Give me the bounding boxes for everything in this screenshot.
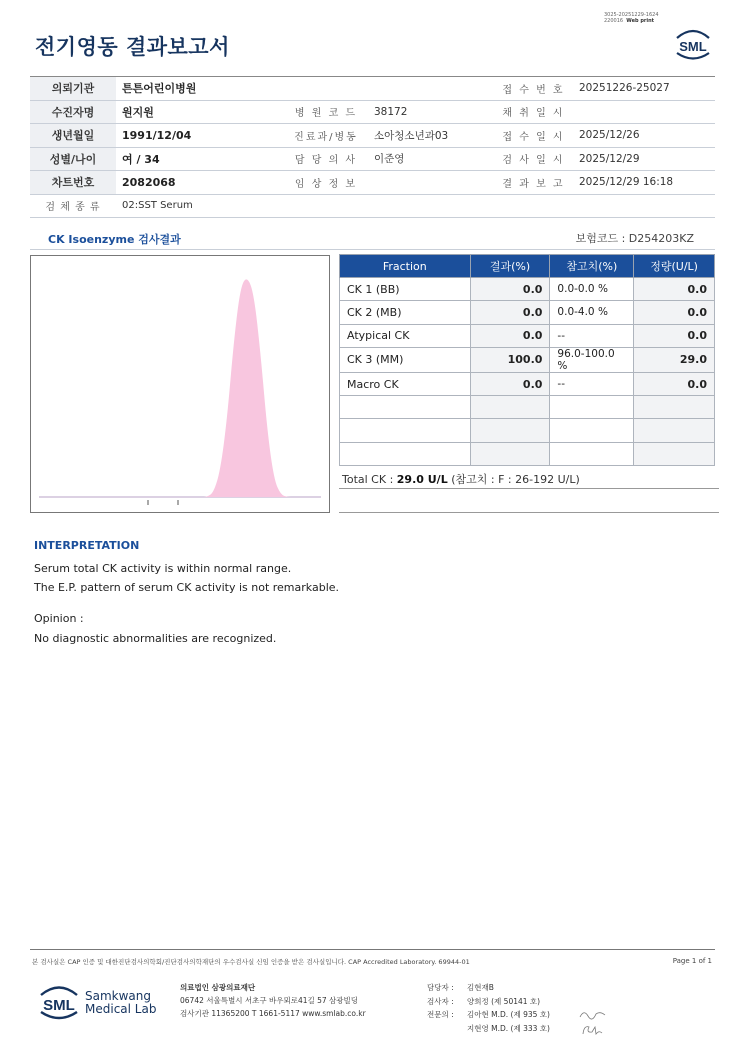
staff-role: 담당자 : [427,983,454,992]
info-value [368,171,494,195]
staff-role: 검사자 : [427,996,454,1006]
info-label: 진료과/병동 [284,124,368,148]
total-ck-reference: (참고치 : F : 26-192 U/L) [447,473,580,486]
total-ck-value: 29.0 U/L [396,473,448,486]
info-label: 병 원 코 드 [284,100,368,124]
info-value: 38172 [368,100,494,124]
fraction-cell [340,419,471,442]
reference-cell: -- [550,324,634,347]
reference-cell [550,442,634,465]
report-code [604,12,659,24]
fraction-cell [340,396,471,419]
opinion-heading: Opinion : [34,612,84,625]
info-value: 2025/12/26 [573,124,715,148]
info-label: 차트번호 [30,171,116,195]
footer-brand [85,990,156,1016]
electrophoresis-graph [30,255,330,513]
info-value: 2082068 [116,171,284,195]
info-value [368,77,494,101]
signature-1 [578,1007,608,1021]
info-value: 1991/12/04 [116,124,284,148]
info-label: 생년월일 [30,124,116,148]
results-row [340,301,715,324]
info-label: 결 과 보 고 [494,171,573,195]
info-label: 검 사 일 시 [494,147,573,171]
results-row [340,419,715,442]
results-row [340,324,715,347]
staff-name: 지현영 M.D. (제 333 호) [467,1023,550,1033]
patient-info-row [30,171,715,195]
patient-info-row [30,77,715,101]
interpretation-line: Serum total CK activity is within normal range. [34,562,292,575]
info-value: 2025/12/29 [573,147,715,171]
quantity-cell: 0.0 [634,301,715,324]
fraction-cell: CK 1 (BB) [340,278,471,301]
reference-cell: -- [550,372,634,395]
total-ck-prefix: Total CK : [342,473,397,486]
results-bottom-divider [339,512,719,513]
electrophoresis-svg [31,256,329,512]
footer-divider [30,949,715,950]
patient-info-row [30,100,715,124]
quantity-cell [634,396,715,419]
interpretation-line: The E.P. pattern of serum CK activity is not remarkable. [34,581,340,594]
results-header: 정량(U/L) [634,255,715,278]
quantity-cell [634,442,715,465]
web-print-label: Web print [626,18,655,24]
report-code-line1: 3025-20251229-1624 [604,12,659,18]
staff-name: 양희정 (제 50141 호) [467,996,541,1006]
reference-cell: 0.0-4.0 % [550,301,634,324]
sml-logo [671,26,715,62]
staff-name: 김현재B [467,983,494,992]
results-row [340,442,715,465]
page-number: Page 1 of 1 [672,957,712,965]
staff-list [427,981,550,1035]
info-label: 의뢰기관 [30,77,116,101]
quantity-cell: 29.0 [634,347,715,372]
results-header: Fraction [340,255,471,278]
reference-cell: 96.0-100.0 % [550,347,634,372]
results-row [340,278,715,301]
result-cell: 0.0 [470,301,550,324]
organization-address: 06742 서울특별시 서초구 바우뫼로41길 57 삼광빌딩 [180,996,359,1005]
quantity-cell [634,419,715,442]
info-label [284,77,368,101]
results-row [340,396,715,419]
total-ck [342,471,580,487]
sml-footer-logo-text: SML [43,997,75,1014]
fraction-cell [340,442,471,465]
results-header: 결과(%) [470,255,550,278]
result-cell [470,396,550,419]
reference-cell: 0.0-0.0 % [550,278,634,301]
organization-info [180,981,366,1020]
info-label: 성별/나이 [30,147,116,171]
patient-info-table [30,76,715,218]
result-cell: 0.0 [470,278,550,301]
result-cell [470,419,550,442]
organization-contact: 검사기관 11365200 T 1661-5117 www.smlab.co.kr [180,1009,366,1018]
info-label: 접 수 번 호 [494,77,573,101]
patient-info-row [30,147,715,171]
info-value: 튼튼어린이병원 [116,77,284,101]
info-value: 2025/12/29 16:18 [573,171,715,195]
interpretation-heading: INTERPRETATION [34,539,140,552]
organization-name: 의료법인 삼광의료재단 [180,983,256,992]
result-cell: 0.0 [470,324,550,347]
staff-name: 김아현 M.D. (제 935 호) [467,1010,550,1019]
info-value: 여 / 34 [116,147,284,171]
result-cell [470,442,550,465]
info-label: 담 당 의 사 [284,147,368,171]
page-title: 전기영동 결과보고서 [35,35,230,59]
quantity-cell: 0.0 [634,278,715,301]
info-value: 소아청소년과03 [368,124,494,148]
info-label: 수진자명 [30,100,116,124]
info-value: 이준영 [368,147,494,171]
insurance-code: 보험코드 : D254203KZ [575,232,694,245]
specimen-label: 검 체 종 류 [30,194,116,218]
report-code-line2: 220016 [604,18,624,24]
ck-pattern-area [39,279,321,497]
specimen-value: 02:SST Serum [116,194,715,218]
fraction-cell: CK 3 (MM) [340,347,471,372]
interpretation-text [34,559,339,597]
accreditation-note: 본 검사실은 CAP 인증 및 대한진단검사의학회/진단검사의학재단의 우수검사실 신임 인증을 받은 검사실입니다. CAP Accredited Laboratory. 69944-01 [32,958,470,966]
info-label: 접 수 일 시 [494,124,573,148]
section-divider [30,249,715,250]
fraction-cell: Atypical CK [340,324,471,347]
staff-role: 전문의 : [427,1010,454,1019]
info-value: 20251226-25027 [573,77,715,101]
brand-line2: Medical Lab [85,1002,157,1016]
sml-footer-logo [36,982,82,1022]
quantity-cell: 0.0 [634,372,715,395]
info-value [573,100,715,124]
specimen-row [30,194,715,218]
results-table [339,254,715,466]
result-cell: 0.0 [470,372,550,395]
fraction-cell: Macro CK [340,372,471,395]
info-label: 채 취 일 시 [494,100,573,124]
sml-logo-text: SML [679,39,707,54]
results-row [340,347,715,372]
reference-cell [550,419,634,442]
info-value: 원지원 [116,100,284,124]
reference-cell [550,396,634,419]
quantity-cell: 0.0 [634,324,715,347]
patient-info-row [30,124,715,148]
brand-line1: Samkwang [85,989,151,1003]
signature-2 [580,1023,604,1037]
fraction-cell: CK 2 (MB) [340,301,471,324]
total-divider [339,488,719,489]
results-row [340,372,715,395]
results-header: 참고치(%) [550,255,634,278]
info-label: 임 상 정 보 [284,171,368,195]
result-cell: 100.0 [470,347,550,372]
opinion-text: No diagnostic abnormalities are recognized. [34,632,277,645]
section-title: CK Isoenzyme 검사결과 [48,233,181,246]
